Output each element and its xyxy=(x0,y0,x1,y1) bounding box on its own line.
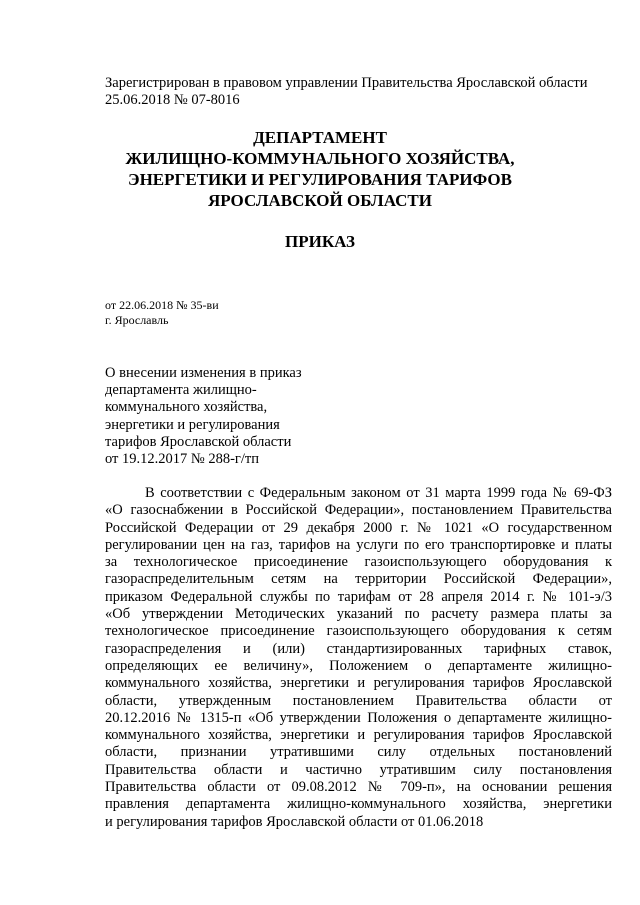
heading-line: ЭНЕРГЕТИКИ И РЕГУЛИРОВАНИЯ ТАРИФОВ xyxy=(128,170,512,189)
body-line: приказом Федеральной службы по тарифам от 28 апреля 2014 г. № 101-э/3 xyxy=(105,588,612,605)
heading-line: ДЕПАРТАМЕНТ xyxy=(253,128,387,147)
body-line: Правительства области от 09.08.2012 № 709-п», на основании решения xyxy=(105,779,612,796)
body-line: определяющих ее величину», Положением о департаменте жилищно- xyxy=(105,657,612,674)
heading-line: ЯРОСЛАВСКОЙ ОБЛАСТИ xyxy=(208,191,432,210)
body-line: Российской Федерации от 29 декабря 2000 г. № 1021 «О государственном xyxy=(105,519,612,536)
body-line: и регулирования тарифов Ярославской области от 01.06.2018 xyxy=(105,813,484,830)
body-line: «Об утверждении Методических указаний по расчету размера платы за xyxy=(105,606,612,623)
body-line: Правительства области и частично утратившим силу постановления xyxy=(105,761,612,778)
body-line: технологическое присоединение газоиспользующего оборудования к сетям xyxy=(105,623,612,640)
department-heading xyxy=(0,127,640,211)
body-line: коммунального хозяйства, энергетики и регулирования тарифов Ярославской xyxy=(105,727,612,744)
heading-line: ЖИЛИЩНО-КОММУНАЛЬНОГО ХОЗЯЙСТВА, xyxy=(125,149,515,168)
registration-line: Зарегистрирован в правовом управлении Правительства Ярославской области xyxy=(105,75,588,91)
body-line: правления департамента жилищно-коммунального хозяйства, энергетики xyxy=(105,796,612,813)
document-body xyxy=(105,485,612,831)
body-line: газораспределения и (или) стандартизированных тарифных ставок, xyxy=(105,640,612,657)
body-line: «О газоснабжении в Российской Федерации», постановлением Правительства xyxy=(105,502,612,519)
subject-line: тарифов Ярославской области xyxy=(105,433,292,450)
document-meta xyxy=(105,298,219,328)
body-line: области, утвержденным постановлением Правительства области от xyxy=(105,692,612,709)
subject-line: коммунального хозяйства, xyxy=(105,399,268,416)
body-line: регулировании цен на газ, тарифов на услуги по его транспортировке и платы xyxy=(105,536,612,553)
document-type-title: ПРИКАЗ xyxy=(285,232,355,251)
subject-line: от 19.12.2017 № 288-г/тп xyxy=(105,451,260,468)
subject-line: энергетики и регулирования xyxy=(105,416,280,433)
body-line: 20.12.2016 № 1315-п «Об утверждении Положения о департаменте жилищно- xyxy=(105,709,612,726)
subject-line: О внесении изменения в приказ xyxy=(105,365,302,381)
subject-line: департамента жилищно- xyxy=(105,382,257,399)
body-line: В соответствии с Федеральным законом от 31 марта 1999 года № 69-ФЗ xyxy=(145,485,612,501)
registration-date: 25.06.2018 № 07-8016 xyxy=(105,92,240,108)
body-line: газораспределительным сетям на территории Российской Федерации», xyxy=(105,571,612,588)
date-and-number: от 22.06.2018 № 35-ви xyxy=(105,298,219,312)
body-line: области, признании утратившими силу отдельных постановлений xyxy=(105,744,612,761)
document-subject xyxy=(105,365,302,468)
body-line: коммунального хозяйства, энергетики и регулирования тарифов Ярославской xyxy=(105,675,612,692)
registration-note xyxy=(105,75,615,109)
city: г. Ярославль xyxy=(105,313,169,327)
body-line: за технологическое присоединение газоиспользующего оборудования к xyxy=(105,554,612,571)
